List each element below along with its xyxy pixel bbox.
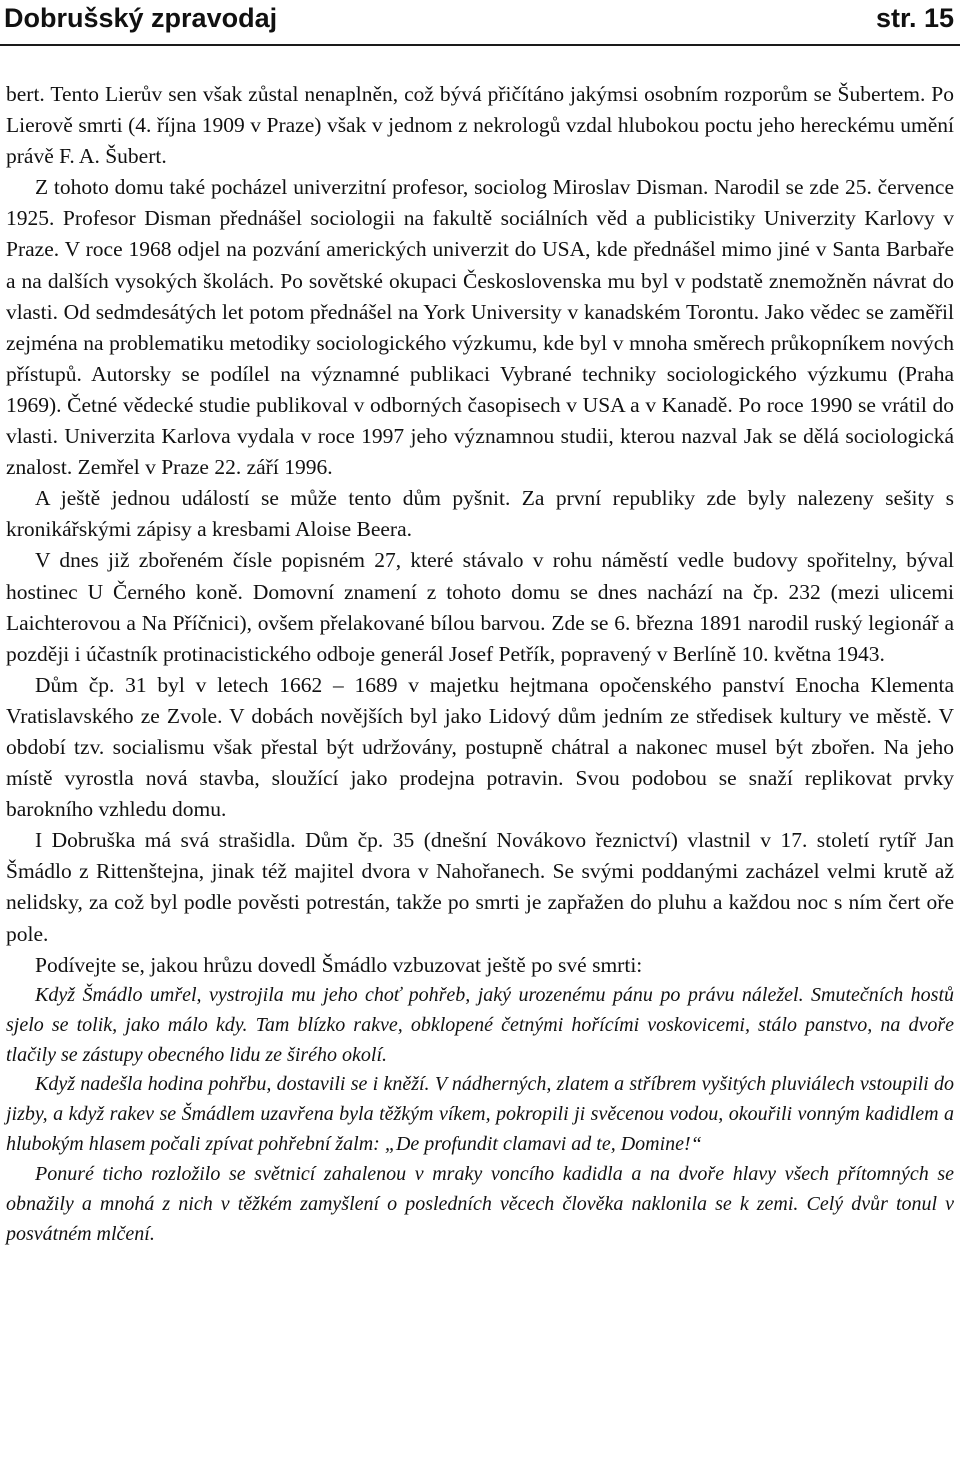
paragraph-cerny-kun: V dnes již zbořeném čísle popisném 27, které stávalo v rohu náměstí vedle budovy spořitelny, býval hostinec U Černého koně. Domovní znamení z tohoto domu se dnes nachází na čp. 232 (mezi ulicemi Laichterovou a Na Příčnici), ovšem přelakované bílou barvou. Zde se 6. března 1891 narodil ruský legionář a později i účastník protinacistického odboje generál Josef Petřík, popravený v Berlíně 10. května 1943. [6, 548, 954, 666]
page-number: str. 15 [875, 3, 954, 33]
paragraph-intro-quote: Podívejte se, jakou hrůzu dovedl Šmádlo vzbuzovat ještě po své smrti: [35, 952, 643, 977]
header-rule [0, 44, 960, 46]
quote-paragraph-1: Když Šmádlo umřel, vystrojila mu jeho choť pohřeb, jaký urozenému pánu po právu náležel. Smutečních hostů sjelo se tolik, jako málo kdy. Tam blízko rakve, obklopené četnými hořícími voskovicemi, stálo panstvo, na dvoře tlačily se zástupy obecného lidu ze širého okolí. [6, 983, 954, 1066]
quote-paragraph-3: Ponuré ticho rozložilo se světnicí zahalenou v mraky voncího kadidla a na dvoře hlavy všech přítomných se obnažily a mnohá z nich v těžkém zamyšlení o posledních věcech člověka naklonila se k zemi. Celý dvůr tonul v posvátném mlčení. [6, 1163, 954, 1245]
paragraph-cp31: Dům čp. 31 byl v letech 1662 – 1689 v majetku hejtmana opočenského panství Enocha Klementa Vratislavského ze Zvole. V dobách novějších byl jako Lidový dům jedním ze středisek kultury ve městě. V období tzv. socialismu však přestal být udržovány, postupně chátral a nakonec musel být zbořen. Na jeho místě vyrostla nová stavba, sloužící jako prodejna potravin. Svou podobou se snaží replikovat prvky barokního vzhledu domu. [6, 672, 954, 822]
article-body [6, 79, 954, 1250]
paragraph-lier: bert. Tento Lierův sen však zůstal nenaplněn, což bývá přičítáno jakýmsi osobním rozporům se Šubertem. Po Lierově smrti (4. října 1909 v Praze) však v jednom z nekrologů vzdal hlubokou poctu jeho hereckému umění právě F. A. Šubert. [6, 82, 954, 169]
publication-title: Dobrušský zpravodaj [4, 3, 278, 33]
paragraph-disman: Z tohoto domu také pocházel univerzitní profesor, sociolog Miroslav Disman. Narodil se zde 25. července 1925. Profesor Disman přednášel sociologii na fakultě sociálních věd a publicistiky Univerzity Karlovy v Praze. V roce 1968 odjel na pozvání amerických univerzit do USA, kde přednášel mimo jiné v Santa Barbaře a na dalších vysokých školách. Po sovětské okupaci Československa mu byl v podstatě znemožněn návrat do vlasti. Od sedmdesátých let potom přednášel na York University v kanadském Torontu. Jako vědec se zaměřil zejména na problematiku metodiky sociologického výzkumu, kde byl v mnoha směrech průkopníkem nových přístupů. Autorsky se podílel na významné publikaci Vybrané techniky sociologického výzkumu (Praha 1969). Četné vědecké studie publikoval v odborných časopisech v USA a v Kanadě. Po roce 1990 se vrátil do vlasti. Univerzita Karlova vydala v roce 1997 jeho významnou studii, kterou nazval Jak se dělá sociologická znalost. Zemřel v Praze 22. září 1996. [6, 175, 954, 480]
quote-paragraph-2: Když nadešla hodina pohřbu, dostavili se i kněží. V nádherných, zlatem a stříbrem vyšitých pluviálech vstoupili do jizby, a když rakev se Šmádlem uzavřena byla těžkým víkem, pokropili ji svěcenou vodou, okouřili vonným kadidlem a hlubokým hlasem počali zpívat pohřební žalm: „De profundit clamavi ad te, Domine!“ [6, 1073, 954, 1156]
paragraph-beer: A ještě jednou událostí se může tento dům pyšnit. Za první republiky zde byly nalezeny sešity s kronikářskými zápisy a kresbami Aloise Beera. [6, 486, 954, 542]
paragraph-strasidla: I Dobruška má svá strašidla. Dům čp. 35 (dnešní Novákovo řeznictví) vlastnil v 17. století rytíř Jan Šmádlo z Rittenštejna, jinak též majitel dvora v Nahořanech. Se svými poddanými zacházel velmi krutě až nelidsky, za což byl podle pověsti potrestán, takže po smrti je zapřažen do pluhu a každou noc s ním čert oře pole. [6, 828, 954, 946]
page-header [4, 2, 954, 46]
